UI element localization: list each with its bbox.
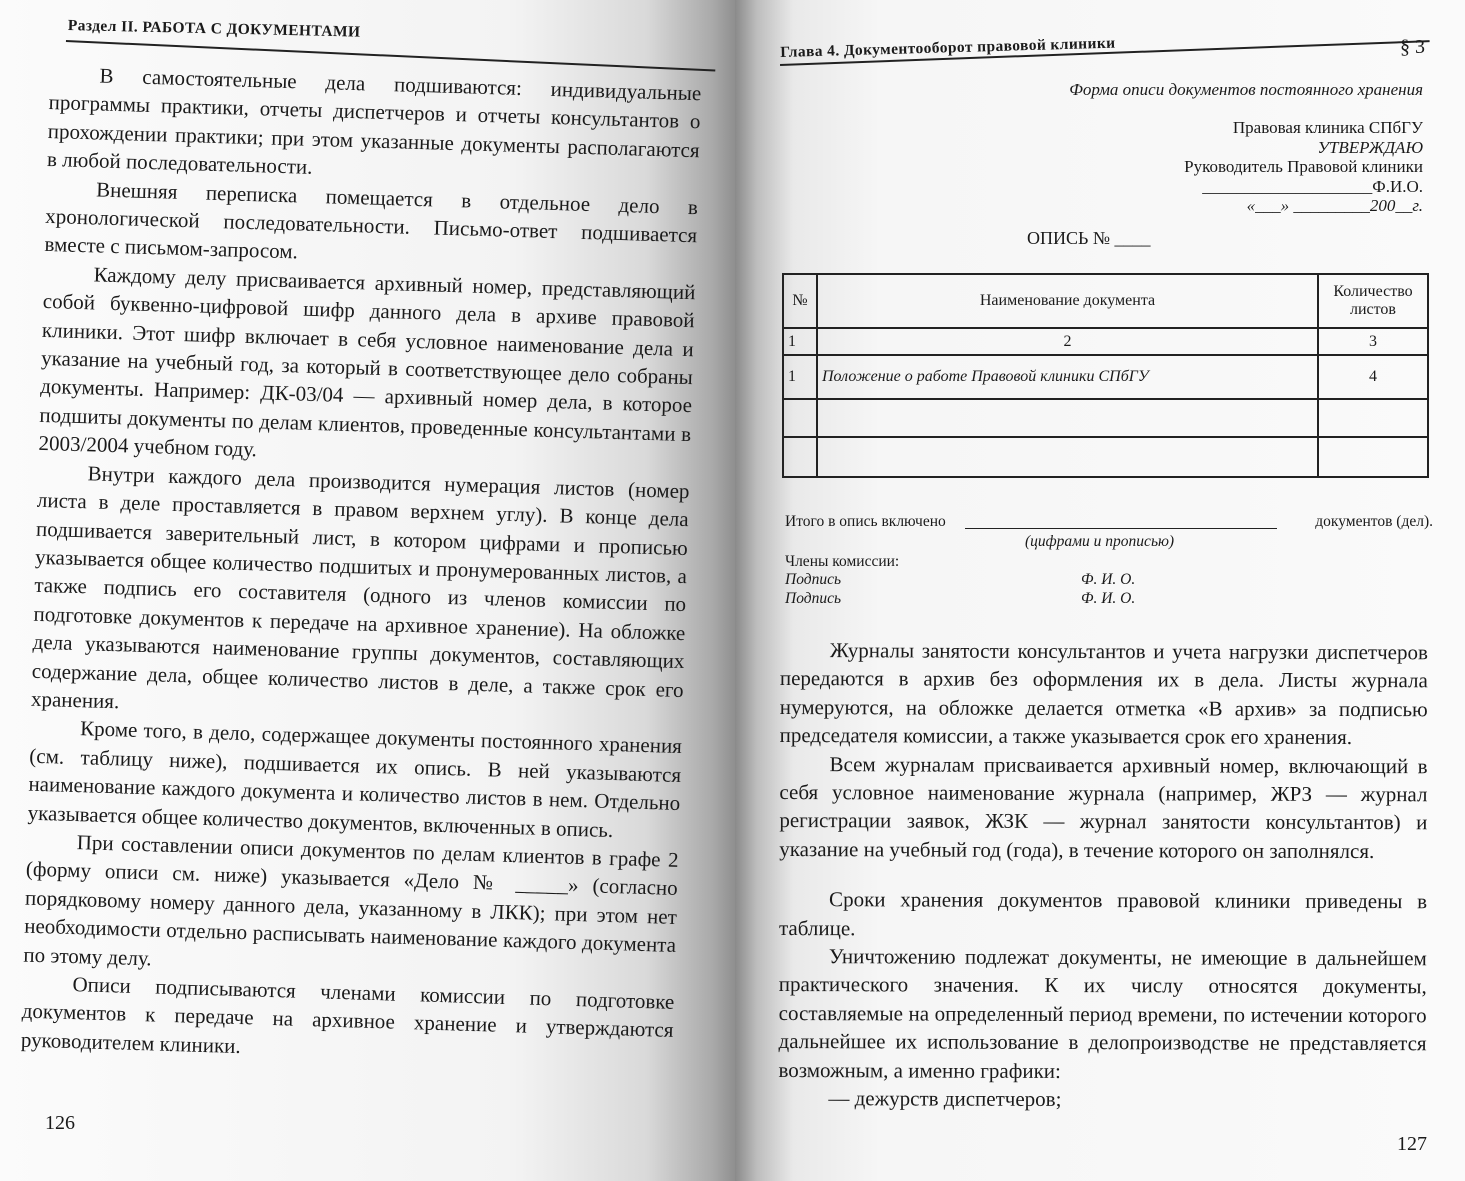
- table-row: [783, 437, 1428, 477]
- paragraph: Описи подписываются членами комиссии по подготовке документов к передаче на архивное хранение и утверждаются руководителем клиники.: [20, 972, 675, 1058]
- table-cell: [817, 399, 1318, 437]
- header-cell: Наименование документа: [817, 274, 1318, 328]
- paragraph: — дежурств диспетчеров;: [828, 1086, 1062, 1112]
- signature-label: Подпись: [785, 571, 842, 588]
- total-suffix: документов (дел).: [1315, 513, 1433, 530]
- form-footer: [785, 513, 1433, 607]
- inventory-table: [782, 273, 1429, 478]
- table-cell: [817, 437, 1318, 477]
- table-row: [783, 399, 1428, 437]
- table-cell: Положение о работе Правовой клиники СПбГУ: [817, 355, 1318, 399]
- table-header-row: [783, 274, 1428, 328]
- column-number-cell: 3: [1318, 328, 1428, 355]
- table-cell: [783, 437, 817, 477]
- table-cell: 4: [1318, 355, 1428, 399]
- paragraph: Внутри каждого дела производится нумерация листов (номер листа в деле проставляется в правом верхнем углу). В конце дела подшивается заверительный лист, в котором цифрами и прописью указывается общее количество подшитых и пронумерованных листов, а также подпись его составителя (одного из членов комиссии по подготовке документов к передаче на архивное хранение). На обложке дела указываются наименование группы документов, составляющих содержание дела, общее количество листов в деле, а также срок его хранения.: [30, 460, 690, 714]
- total-hint: (цифрами и прописью): [1025, 533, 1175, 550]
- signature-fio: Ф. И. О.: [1081, 590, 1136, 607]
- approval-date-line: «___» _________200__г.: [1246, 196, 1423, 215]
- left-body-text: [21, 60, 702, 1073]
- form-title: Форма описи документов постоянного хранения: [1069, 80, 1423, 99]
- paragraph: Уничтожению подлежат документы, не имеющие в дальнейшем практического значения. К их числу относятся документы, составляемые на определенный период времени, по истечении которого дальнейшее их использование в делопроизводстве не представляется возможным, а именно графики:: [778, 944, 1427, 1083]
- header-cell: Количество листов: [1318, 274, 1428, 328]
- table-row: [783, 355, 1428, 399]
- paragraph: Журналы занятости консультантов и учета нагрузки диспетчеров передаются в архив без оформления их в дела. Листы журнала нумеруются, на обложке делается отметка «В архив» за подписью председателя комиссии, а также указывается срок его хранения.: [779, 638, 1428, 750]
- approval-block: [1184, 118, 1423, 216]
- paragraph: Внешняя переписка помещается в отдельное дело в хронологической последовательности. Письмо-ответ подшивается вместе с письмом-запросом.: [44, 177, 699, 264]
- table-cell: [783, 399, 817, 437]
- column-number-cell: 1: [783, 328, 817, 355]
- right-page: [735, 0, 1465, 1181]
- paragraph: В самостоятельные дела подшиваются: индивидуальные программы практики, отчеты диспетчеров и отчеты консультантов о прохождении практики; при этом указанные документы располагаются в любой последовательности.: [46, 63, 702, 180]
- right-page-number: 127: [1397, 1133, 1427, 1155]
- table-column-numbers-row: [783, 328, 1428, 355]
- left-running-head: Раздел II. РАБОТА С ДОКУМЕНТАМИ: [67, 17, 361, 41]
- table-cell: [1318, 437, 1428, 477]
- commission-label: Члены комиссии:: [785, 553, 900, 570]
- paragraph: Каждому делу присваивается архивный номер, представляющий собой буквенно-цифровой шифр данного дела в архиве правовой клиники. Этот шифр включает в себя условное наименование дела и указание на учебный год, за который в соответствующее дело собраны документы. Например: ДК-03/04 — архивный номер дела, в которое подшиты документы по делам клиентов, проведенные консультантами в 2003/2004 учебном году.: [38, 262, 696, 462]
- approval-position: Руководитель Правовой клиники: [1184, 157, 1423, 176]
- inventory-title: ОПИСЬ № ____: [1027, 228, 1151, 248]
- approval-org: Правовая клиника СПбГУ: [1232, 118, 1423, 137]
- column-number-cell: 2: [817, 328, 1318, 355]
- approval-approve: УТВЕРЖДАЮ: [1317, 137, 1423, 157]
- left-page-number: 126: [45, 1112, 75, 1134]
- signature-label: Подпись: [785, 590, 842, 607]
- total-line: [785, 513, 1433, 533]
- right-body-text: [778, 636, 1428, 1115]
- right-running-head: Глава 4. Документооборот правовой клиники: [780, 34, 1116, 61]
- signature-fio: Ф. И. О.: [1081, 571, 1136, 588]
- paragraph: При составлении описи документов по делам клиентов в графе 2 (форму описи см. ниже) указывается «Дело № _____» (согласно порядковому номеру данного дела, указанному в ЛКК); при этом нет необходимости отдельно расписывать наименование каждого документа по этому делу.: [23, 830, 679, 970]
- total-prefix: Итого в опись включено: [785, 513, 946, 530]
- paragraph: Кроме того, в дело, содержащее документы постоянного хранения (см. таблицу ниже), подшивается их опись. В ней указываются наименование каждого документа и количество листов в нем. Отдельно указывается общее количество документов, включенных в опись.: [27, 716, 683, 842]
- table-cell: 1: [783, 355, 817, 399]
- total-blank-line: [965, 528, 1277, 529]
- table-cell: [1318, 399, 1428, 437]
- approval-fio-line: ____________________Ф.И.О.: [1202, 176, 1423, 196]
- header-cell: №: [783, 274, 817, 328]
- paragraph: Сроки хранения документов правовой клиники приведены в таблице.: [778, 887, 1428, 940]
- section-mark: § 3: [1400, 36, 1425, 58]
- paragraph: Всем журналам присваивается архивный номер, включающий в себя условное наименование журнала (например, ЖРЗ — журнал регистрации заявок, ЖЗК — журнал занятости консультантов) и указание на учебный год (года), в течение которого он заполнялся.: [779, 751, 1428, 863]
